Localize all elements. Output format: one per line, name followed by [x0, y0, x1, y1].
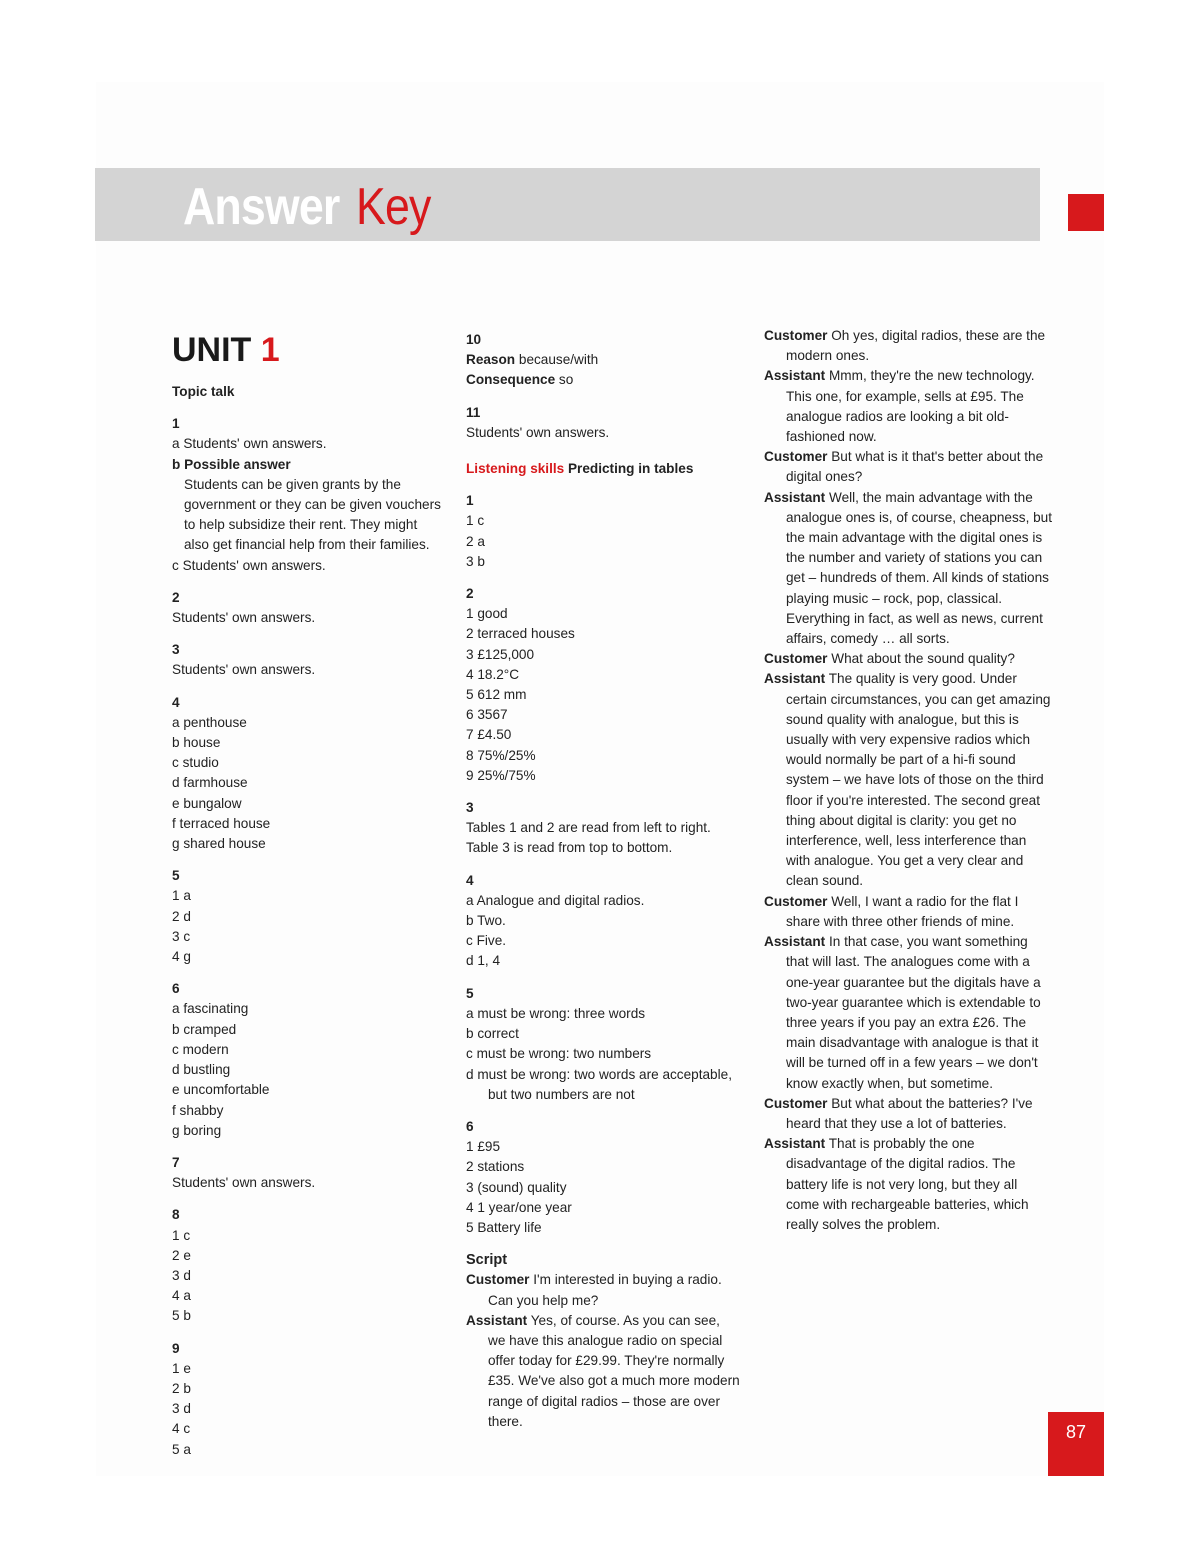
speaker-text: Yes, of course. As you can see, we have this analogue radio on special offer today for £29.99. They're normally £35. We've also got a much more modern range of digital radios – those are over there. — [488, 1312, 740, 1429]
list-item: 3 b — [466, 553, 485, 569]
script-turn — [764, 1134, 1054, 1235]
list-item: b house — [172, 735, 221, 751]
list-item: d must be wrong: two words are acceptable, but two numbers are not — [466, 1066, 732, 1102]
answer-line: Students' own answers. — [172, 662, 316, 678]
speaker-name: Customer — [466, 1272, 530, 1288]
script-turn — [466, 1311, 741, 1432]
list-item: b cramped — [172, 1021, 237, 1037]
topic-talk-heading: Topic talk — [172, 384, 235, 399]
list-item: c Five. — [466, 933, 507, 949]
list-item: 4 g — [172, 949, 191, 965]
answer-heading: b Possible answer — [172, 456, 291, 472]
list-item: 4 c — [172, 1421, 191, 1437]
answer-line: Students' own answers. — [172, 1175, 316, 1191]
question-number: 3 — [466, 800, 474, 816]
list-item: d 1, 4 — [466, 953, 501, 969]
answer-line: a Students' own answers. — [172, 436, 327, 452]
speaker-text: Well, I want a radio for the flat I share with three other friends of mine. — [786, 893, 1019, 929]
list-item: 5 Battery life — [466, 1219, 542, 1235]
list-item: 5 612 mm — [466, 687, 527, 703]
script-turn — [466, 1270, 741, 1310]
list-item: 3 £125,000 — [466, 646, 535, 662]
question-number: 1 — [466, 493, 474, 509]
script-turn — [764, 488, 1054, 650]
answer-line: Tables 1 and 2 are read from left to right. Table 3 is read from top to bottom. — [466, 820, 711, 856]
speaker-name: Assistant — [466, 1312, 528, 1328]
list-item: 8 75%/25% — [466, 747, 536, 763]
speaker-name: Assistant — [764, 1136, 826, 1152]
list-item: d bustling — [172, 1062, 231, 1078]
script-turn — [764, 892, 1054, 932]
script-turn — [764, 1094, 1054, 1134]
answer-line: Students' own answers. — [466, 424, 610, 440]
page-number: 87 — [1048, 1412, 1104, 1476]
list-item: 9 25%/75% — [466, 767, 536, 783]
script-turn — [764, 669, 1054, 891]
list-item: 4 a — [172, 1288, 191, 1304]
section-title: Predicting in tables — [567, 461, 694, 477]
list-item: 3 (sound) quality — [466, 1179, 567, 1195]
title-word-answer: Answer — [183, 178, 340, 236]
list-item: 2 stations — [466, 1159, 525, 1175]
speaker-text: But what about the batteries? I've heard that they use a lot of batteries. — [786, 1095, 1033, 1131]
list-item: 2 e — [172, 1247, 191, 1263]
unit-number: 1 — [260, 331, 280, 369]
list-item: c must be wrong: two numbers — [466, 1046, 652, 1062]
question-number: 10 — [466, 332, 482, 347]
section-heading — [466, 459, 741, 479]
question-number: 4 — [172, 694, 180, 710]
speaker-name: Assistant — [764, 489, 826, 505]
question-number: 6 — [172, 981, 180, 997]
list-item: a penthouse — [172, 714, 247, 730]
list-item: c studio — [172, 755, 219, 771]
speaker-text: Mmm, they're the new technology. This one, for example, sells at £95. The analogue radios are looking a bit old-fashioned now. — [786, 368, 1035, 445]
list-item: a fascinating — [172, 1001, 249, 1017]
list-item: 1 good — [466, 606, 508, 622]
question-number: 5 — [172, 868, 180, 884]
unit-word: UNIT — [172, 331, 252, 369]
title-word-key: Key — [356, 178, 431, 236]
speaker-text: That is probably the one disadvantage of the digital radios. The battery life is not very long, but they all come with rechargeable batteries, which really solves the problem. — [786, 1136, 1029, 1232]
red-tab-marker — [1068, 194, 1104, 231]
list-item: 1 e — [172, 1360, 191, 1376]
script-turn — [764, 932, 1054, 1094]
answer-list — [466, 511, 741, 572]
answer-label: Reason — [466, 352, 516, 368]
list-item: g shared house — [172, 836, 266, 852]
column-3 — [764, 326, 1054, 1235]
speaker-name: Customer — [764, 893, 828, 909]
answer-list — [172, 999, 442, 1140]
answer-list — [172, 886, 442, 967]
question-number: 8 — [172, 1207, 180, 1223]
speaker-text: I'm interested in buying a radio. Can you help me? — [488, 1272, 722, 1308]
speaker-text: In that case, you want something that will last. The analogues come with a one-year guarantee but the digitals have a two-year guarantee which is extendable to three years if you pay an extra £26. The main disadvantage with analogue is that it will be turned off in a few years – we don't know exactly when, but sometime. — [786, 934, 1041, 1091]
page-title — [183, 172, 443, 242]
answer-text: Students can be given grants by the government or they can be given vouchers to help subsidize their rent. They might also get financial help from their families. — [184, 476, 441, 553]
question-number: 3 — [172, 642, 180, 658]
answer-list — [466, 1004, 741, 1105]
list-item: e uncomfortable — [172, 1082, 270, 1098]
list-item: b Two. — [466, 913, 506, 929]
answer-list — [466, 1137, 741, 1238]
speaker-text: What about the sound quality? — [831, 651, 1015, 667]
question-number: 2 — [172, 589, 180, 605]
unit-heading — [172, 330, 442, 370]
question-number: 7 — [172, 1154, 180, 1170]
answer-list — [172, 713, 442, 854]
list-item: d farmhouse — [172, 775, 248, 791]
speaker-name: Assistant — [764, 368, 826, 384]
list-item: a must be wrong: three words — [466, 1005, 646, 1021]
answer-list — [172, 1359, 442, 1460]
list-item: 7 £4.50 — [466, 727, 512, 743]
list-item: 4 18.2°C — [466, 666, 520, 682]
list-item: f shabby — [172, 1102, 224, 1118]
list-item: 6 3567 — [466, 707, 508, 723]
list-item: 1 c — [466, 513, 485, 529]
list-item: 1 c — [172, 1227, 191, 1243]
answer-list — [466, 604, 741, 786]
answer-value: because/with — [518, 352, 599, 368]
answer-list — [466, 891, 741, 972]
question-number: 5 — [466, 985, 474, 1001]
speaker-text: The quality is very good. Under certain circumstances, you can get amazing sound quality with analogue, but this is usually with very expensive radios which would normally be part of a hi-fi sound system – we have lots of those on the third floor if you're interested. The second great thing about digital is clarity: you get no interference, well, less interference than with analogue. You get a very clear and clean sound. — [786, 671, 1051, 889]
question-number: 4 — [466, 872, 474, 888]
question-number: 6 — [466, 1118, 474, 1134]
script-turn — [764, 366, 1054, 447]
question-number: 11 — [466, 404, 481, 420]
speaker-text: But what is it that's better about the digital ones? — [786, 449, 1044, 485]
answer-line — [466, 350, 741, 370]
list-item: 3 d — [172, 1267, 191, 1283]
speaker-name: Customer — [764, 651, 828, 667]
list-item: g boring — [172, 1122, 222, 1138]
speaker-name: Assistant — [764, 671, 826, 687]
speaker-name: Customer — [764, 328, 828, 343]
answer-line: c Students' own answers. — [172, 557, 326, 573]
answer-label: Consequence — [466, 372, 556, 388]
question-number: 9 — [172, 1340, 180, 1356]
list-item: e bungalow — [172, 795, 242, 811]
list-item: 2 a — [466, 533, 485, 549]
section-label: Listening skills — [466, 461, 565, 477]
question-number: 2 — [466, 586, 474, 602]
list-item: 1 £95 — [466, 1139, 501, 1155]
list-item: 3 d — [172, 1401, 191, 1417]
speaker-name: Customer — [764, 449, 828, 465]
speaker-name: Customer — [764, 1095, 828, 1111]
answer-list — [172, 1226, 442, 1327]
list-item: c modern — [172, 1041, 229, 1057]
column-1 — [172, 330, 442, 1460]
speaker-name: Assistant — [764, 934, 826, 950]
list-item: 1 a — [172, 888, 191, 904]
list-item: b correct — [466, 1026, 519, 1042]
list-item: 2 b — [172, 1380, 191, 1396]
list-item: 2 terraced houses — [466, 626, 575, 642]
column-2 — [466, 330, 741, 1432]
answer-line: Students' own answers. — [172, 610, 316, 626]
list-item: 5 a — [172, 1441, 191, 1457]
script-turn — [764, 326, 1054, 366]
list-item: 4 1 year/one year — [466, 1199, 572, 1215]
speaker-text: Oh yes, digital radios, these are the modern ones. — [786, 328, 1046, 364]
script-turn — [764, 447, 1054, 487]
question-number: 1 — [172, 416, 180, 432]
script-turn — [764, 649, 1054, 669]
list-item: f terraced house — [172, 815, 271, 831]
script-heading: Script — [466, 1252, 508, 1269]
answer-value: so — [558, 372, 574, 388]
answer-line — [466, 370, 741, 390]
list-item: 2 d — [172, 908, 191, 924]
list-item: a Analogue and digital radios. — [466, 892, 645, 908]
list-item: 5 b — [172, 1308, 191, 1324]
list-item: 3 c — [172, 928, 191, 944]
speaker-text: Well, the main advantage with the analogue ones is, of course, cheapness, but the main advantage with the digital ones is the number and variety of stations you can get – hundreds of them. All kinds of stations playing music – rock, pop, classical. Everything in fact, as well as news, current affairs, comedy … all sorts. — [786, 489, 1053, 647]
